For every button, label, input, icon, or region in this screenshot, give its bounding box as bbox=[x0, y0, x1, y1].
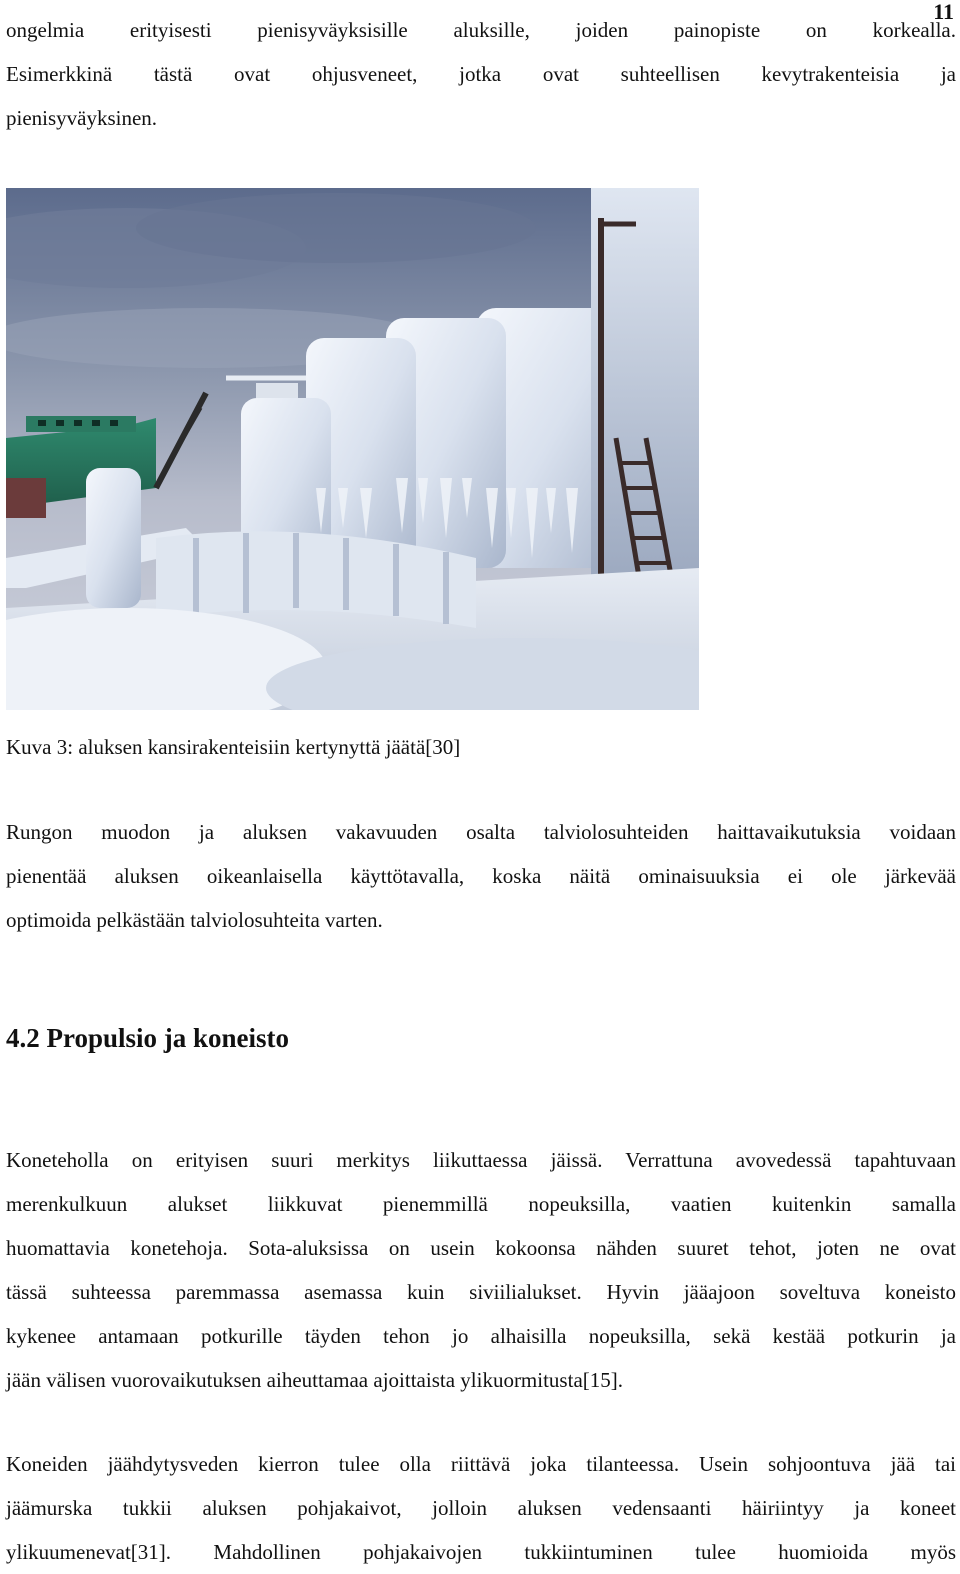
paragraph-line: tässä suhteessa paremmassa asemassa kuin siviilialukset. Hyvin jääajoon soveltuva koneisto bbox=[6, 1280, 956, 1304]
cooling-paragraph bbox=[6, 1442, 956, 1574]
intro-paragraph bbox=[6, 8, 956, 140]
paragraph-line: kykenee antamaan potkurille täyden tehon jo alhaisilla nopeuksilla, sekä kestää potkurin ja bbox=[6, 1324, 956, 1348]
paragraph-line: pienentää aluksen oikeanlaisella käyttötavalla, koska näitä ominaisuuksia ei ole järkevää bbox=[6, 864, 956, 888]
paragraph-line: Koneiden jäähdytysveden kierron tulee olla riittävä joka tilanteessa. Usein sohjoontuva jää tai bbox=[6, 1452, 956, 1476]
paragraph-line: pienisyväyksinen. bbox=[6, 106, 158, 130]
paragraph-line: Koneteholla on erityisen suuri merkitys liikuttaessa jäissä. Verrattuna avovedessä tapahtuvaan bbox=[6, 1148, 956, 1172]
paragraph-line: Esimerkkinä tästä ovat ohjusveneet, jotka ovat suhteellisen kevytrakenteisia ja bbox=[6, 62, 956, 86]
page-number: 11 bbox=[933, 0, 954, 24]
paragraph-line: jään välisen vuorovaikutuksen aiheuttamaa ajoittaista ylikuormitusta[15]. bbox=[6, 1368, 623, 1392]
paragraph-line: merenkulkuun alukset liikkuvat pienemmillä nopeuksilla, vaatien kuitenkin samalla bbox=[6, 1192, 956, 1216]
photo-illustration bbox=[6, 188, 699, 710]
iced-ship-deck-photo bbox=[6, 188, 699, 710]
figure-caption: Kuva 3: aluksen kansirakenteisiin kertynyttä jäätä[30] bbox=[6, 735, 461, 759]
section-heading: 4.2 Propulsio ja koneisto bbox=[6, 1023, 290, 1053]
paragraph-line: Rungon muodon ja aluksen vakavuuden osalta talviolosuhteiden haittavaikutuksia voidaan bbox=[6, 820, 956, 844]
propulsion-paragraph bbox=[6, 1138, 956, 1402]
paragraph-line: ylikuumenevat[31]. Mahdollinen pohjakaivojen tukkiintuminen tulee huomioida myös bbox=[6, 1540, 956, 1564]
paragraph-line: huomattavia konetehoja. Sota-aluksissa on usein kokoonsa nähden suuret tehot, joten ne ovat bbox=[6, 1236, 956, 1260]
paragraph-line: optimoida pelkästään talviolosuhteita varten. bbox=[6, 908, 383, 932]
paragraph-line: jäämurska tukkii aluksen pohjakaivot, jolloin aluksen vedensaanti häiriintyy ja koneet bbox=[6, 1496, 956, 1520]
hull-paragraph bbox=[6, 810, 956, 942]
paragraph-line: ongelmia erityisesti pienisyväyksisille aluksille, joiden painopiste on korkealla. bbox=[6, 18, 956, 42]
